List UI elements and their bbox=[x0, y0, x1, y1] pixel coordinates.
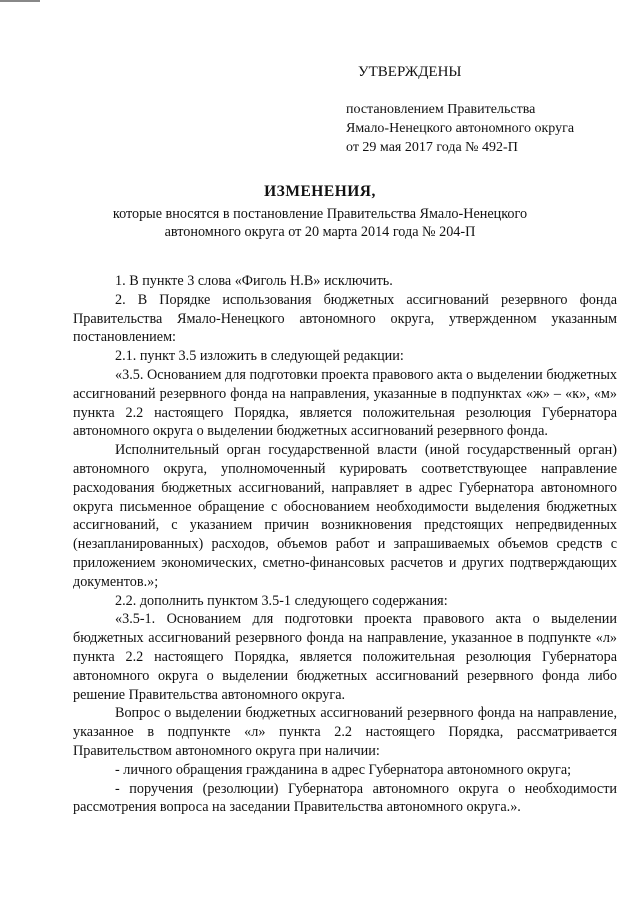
document-title: ИЗМЕНЕНИЯ, bbox=[264, 183, 376, 200]
paragraph-bullet-1: - личного обращения гражданина в адрес Губернатора автономного округа; bbox=[115, 761, 572, 778]
paragraph-3-5: «3.5. Основанием для подготовки проекта правового акта о выделении бюджетных ассигнований резервного фонда на направления, указанные в подпунктах «ж» – «к», «м» пункта 2.2 настоящего Порядка, является положительная резолюция Губернатора автономного округа о выделении бюджетных ассигнований резервного фонда. bbox=[73, 366, 617, 440]
approval-heading: УТВЕРЖДЕНЫ bbox=[358, 64, 462, 80]
paragraph-2-1: 2.1. пункт 3.5 изложить в следующей редакции: bbox=[115, 348, 404, 365]
paragraph-1: 1. В пункте 3 слова «Фиголь Н.В» исключить. bbox=[115, 273, 393, 289]
paragraph-3-5-1: «3.5-1. Основанием для подготовки проекта правового акта о выделении бюджетных ассигнований резервного фонда на направление, указанное в подпункте «л» пункта 2.2 настоящего Порядка, является положительная резолюция Губернатора автономного округа о выделении бюджетных ассигнований резервного фонда либо решение Правительства автономного округа. bbox=[73, 611, 617, 703]
approval-line-3: от 29 мая 2017 года № 492-П bbox=[346, 140, 518, 155]
paragraph-executive-body: Исполнительный орган государственной власти (иной государственный орган) автономного округа, уполномоченный курировать соответствующее направление расходования бюджетных ассигнований, направляет в адрес Губернатора автономного округа письменное обращение с обоснованием необходимости выделения бюджетных ассигнований, с указанием причин возникновения предстоящих непредвиденных (незапланированных) расходов, объемов работ и запрашиваемых объемов средств с приложением экономических, сметно-финансовых расчетов и других подтверждающих документов.»; bbox=[73, 442, 617, 590]
document-subtitle-line-2: автономного округа от 20 марта 2014 года № 204-П bbox=[164, 224, 476, 240]
approval-line-2: Ямало-Ненецкого автономного округа bbox=[346, 121, 575, 136]
scan-edge-mark bbox=[0, 0, 40, 2]
paragraph-bullet-2: - поручения (резолюции) Губернатора автономного округа о необходимости рассмотрения вопроса на заседании Правительства автономного округа.». bbox=[73, 780, 617, 816]
document-subtitle-line-1: которые вносятся в постановление Правительства Ямало-Ненецкого bbox=[112, 206, 528, 222]
paragraph-2: 2. В Порядке использования бюджетных ассигнований резервного фонда Правительства Ямало-Ненецкого автономного округа, утвержденном указанным постановлением: bbox=[73, 291, 617, 346]
document-body bbox=[73, 272, 617, 817]
paragraph-question: Вопрос о выделении бюджетных ассигнований резервного фонда на направление, указанное в подпункте «л» пункта 2.2 настоящего Порядка, рассматривается Правительством автономного округа при наличии: bbox=[73, 705, 617, 759]
paragraph-2-2: 2.2. дополнить пунктом 3.5-1 следующего содержания: bbox=[115, 592, 448, 609]
approval-line-1: постановлением Правительства bbox=[346, 102, 536, 117]
